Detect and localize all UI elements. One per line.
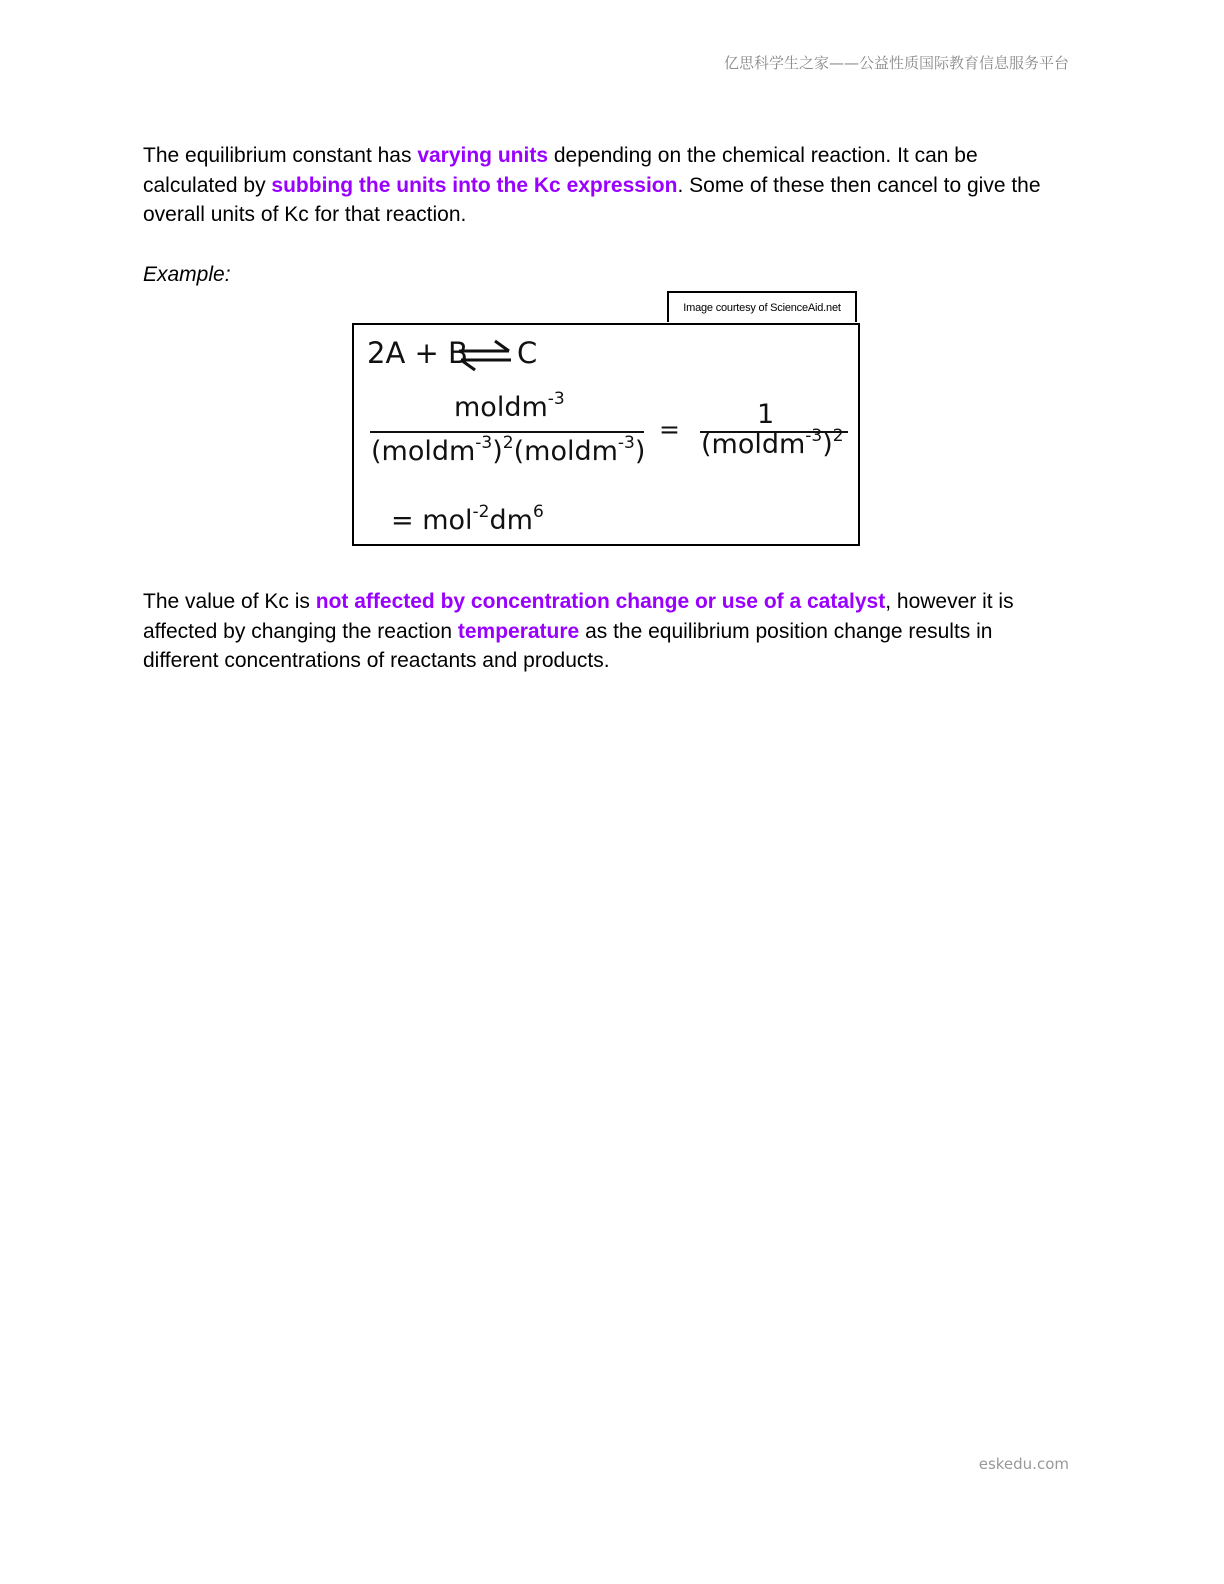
exponent: 6 [532, 502, 544, 522]
exponent: -3 [617, 433, 635, 453]
result-units [391, 502, 544, 536]
example-label: Example: [143, 263, 231, 286]
power: 2 [502, 433, 514, 453]
highlight-subbing-units: subbing the units into the Kc expression [271, 173, 678, 197]
text: The value of Kc is [143, 590, 316, 613]
equilibrium-arrow-icon [457, 337, 513, 373]
fraction1-numerator [454, 389, 565, 423]
den-a-close: ) [492, 436, 503, 467]
page-footer-site-text: eskedu.com [978, 1455, 1069, 1473]
units-equation-figure [352, 323, 860, 546]
power: 2 [832, 426, 844, 446]
fraction2-numerator: 1 [757, 399, 775, 430]
text: The equilibrium constant has [143, 144, 418, 167]
exponent: -3 [805, 426, 823, 446]
exponent: -3 [547, 389, 565, 409]
result-mid: dm [489, 505, 533, 536]
text: as the equilibrium position change results in different concentrations of reactants and products. [143, 619, 993, 672]
numerator-unit: moldm [454, 392, 548, 423]
text: , however it is affected by changing the reaction [143, 590, 1014, 643]
exponent: -3 [475, 433, 493, 453]
equals-sign: = [659, 415, 680, 444]
reaction-reactants: 2A + B [367, 336, 468, 370]
fraction1-denominator [371, 433, 646, 467]
exponent: -2 [472, 502, 490, 522]
paragraph-units [143, 141, 1063, 230]
den-close: ) [822, 429, 833, 460]
image-credit: Image courtesy of ScienceAid.net [667, 291, 857, 322]
fraction2-denominator [701, 426, 844, 460]
den-a: (moldm [371, 436, 476, 467]
highlight-temperature: temperature [457, 619, 580, 643]
den-b-close: ) [634, 436, 646, 467]
reaction-product: C [517, 336, 538, 370]
highlight-varying-units: varying units [417, 144, 549, 167]
paragraph-kc-factors [143, 587, 1063, 676]
text: . Some of these then cancel to give the overall units of Kc for that reaction. [143, 173, 1041, 226]
result-prefix: = mol [391, 505, 473, 536]
den-b: (moldm [513, 436, 618, 467]
page-header-site-text: 亿思科学生之家——公益性质国际教育信息服务平台 [723, 54, 1069, 72]
text: depending on the chemical reaction. It can be calculated by [143, 144, 978, 197]
highlight-not-affected: not affected by concentration change or use of a catalyst [315, 590, 886, 613]
den: (moldm [701, 429, 806, 460]
